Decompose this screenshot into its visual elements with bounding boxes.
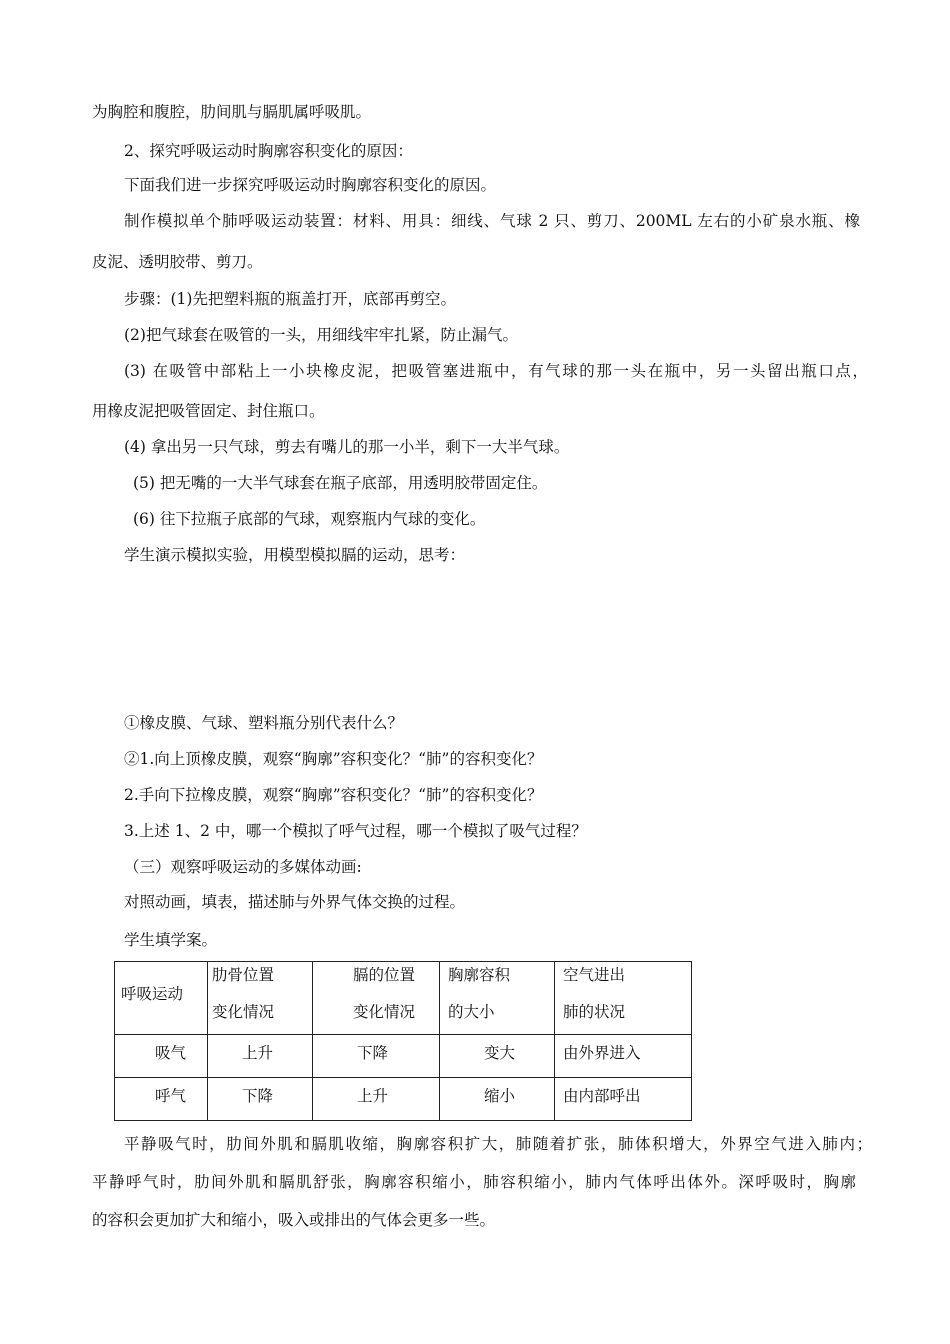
table-cell: 上升 <box>208 1035 313 1078</box>
table-cell: 呼气 <box>115 1078 208 1121</box>
table-cell: 下降 <box>208 1078 313 1121</box>
text-line: 学生演示模拟实验，用模型模拟膈的运动，思考： <box>124 546 466 564</box>
table-header-cell: 肋骨位置 变化情况 <box>208 962 313 1035</box>
question-line: 3.上述 1、2 中，哪一个模拟了呼气过程，哪一个模拟了吸气过程？ <box>124 822 587 840</box>
table-cell: 上升 <box>313 1078 440 1121</box>
table-cell: 由内部呼出 <box>555 1078 692 1121</box>
table-cell: 缩小 <box>440 1078 555 1121</box>
step-line: (2)把气球套在吸管的一头，用细线牢牢扎紧，防止漏气。 <box>124 326 518 344</box>
table-cell: 吸气 <box>115 1035 208 1078</box>
text-line: 平静吸气时，肋间外肌和膈肌收缩，胸廓容积扩大，肺随着扩张，肺体积增大，外界空气进入肺内； <box>124 1135 872 1153</box>
text-line: 制作模拟单个肺呼吸运动装置：材料、用具：细线、气球 2 只、剪刀、200ML 左右的小矿泉水瓶、橡 <box>124 212 860 230</box>
table-header-cell: 膈的位置 变化情况 <box>313 962 440 1035</box>
text-line: 为胸腔和腹腔，肋间肌与膈肌属呼吸肌。 <box>92 103 372 121</box>
text-line: 下面我们进一步探究呼吸运动时胸廓容积变化的原因。 <box>124 176 497 194</box>
table-header-cell: 胸廓容积 的大小 <box>440 962 555 1035</box>
table-cell: 由外界进入 <box>555 1035 692 1078</box>
section-heading: （三）观察呼吸运动的多媒体动画: <box>124 858 362 876</box>
step-line: (4) 拿出另一只气球，剪去有嘴儿的那一小半，剩下一大半气球。 <box>124 438 570 456</box>
section-heading: 2、探究呼吸运动时胸廓容积变化的原因： <box>124 142 413 160</box>
table-row <box>115 1078 692 1121</box>
breathing-table <box>114 961 692 1121</box>
table-header-cell: 空气进出 肺的状况 <box>555 962 692 1035</box>
text-line: 对照动画，填表，描述肺与外界气体交换的过程。 <box>124 893 466 911</box>
question-line: ②1.向上顶橡皮膜，观察“胸廓”容积变化？“肺”的容积变化？ <box>124 750 543 768</box>
table-cell: 变大 <box>440 1035 555 1078</box>
text-line: 皮泥、透明胶带、剪刀。 <box>92 253 263 271</box>
text-line: 学生填学案。 <box>124 931 218 949</box>
text-line: 平静呼气时，肋间外肌和膈肌舒张，胸廓容积缩小，肺容积缩小，肺内气体呼出体外。深呼吸时，胸廓 <box>92 1173 856 1191</box>
step-line: (5) 把无嘴的一大半气球套在瓶子底部，用透明胶带固定住。 <box>133 474 548 492</box>
table-cell: 下降 <box>313 1035 440 1078</box>
text-line: 用橡皮泥把吸管固定、封住瓶口。 <box>92 402 325 420</box>
question-line: 2.手向下拉橡皮膜，观察“胸廓”容积变化？“肺”的容积变化？ <box>124 786 543 804</box>
step-line: 步骤：(1)先把塑料瓶的瓶盖打开，底部再剪空。 <box>124 290 456 308</box>
step-line: (6) 往下拉瓶子底部的气球，观察瓶内气球的变化。 <box>133 510 486 528</box>
table-row <box>115 1035 692 1078</box>
table-header-row <box>115 962 692 1035</box>
question-line: ①橡皮膜、气球、塑料瓶分别代表什么？ <box>124 714 404 732</box>
table-header-cell: 呼吸运动 <box>115 962 208 1035</box>
step-line: (3) 在吸管中部粘上一小块橡皮泥，把吸管塞进瓶中，有气球的那一头在瓶中，另一头留出瓶口点， <box>124 362 868 380</box>
text-line: 的容积会更加扩大和缩小，吸入或排出的气体会更多一些。 <box>92 1211 496 1229</box>
